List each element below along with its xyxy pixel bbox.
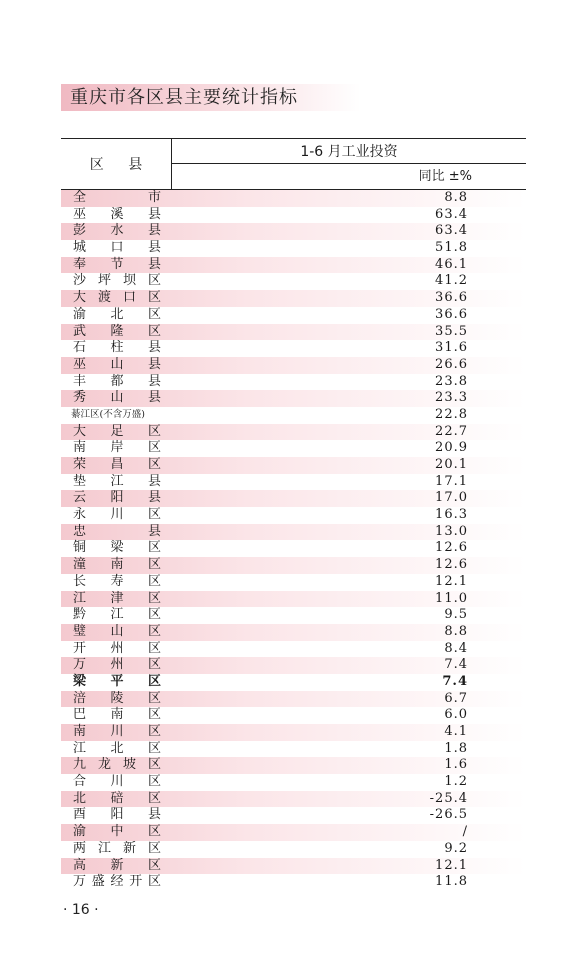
row-value: 17.0 — [435, 490, 468, 506]
table-row — [61, 757, 526, 774]
table-row — [61, 791, 526, 808]
row-value: -26.5 — [429, 807, 468, 823]
row-region-name: 两 江 新 区 — [73, 840, 161, 856]
row-region-name: 丰 都 县 — [73, 373, 161, 389]
row-value: 22.7 — [435, 423, 468, 439]
table-row — [61, 490, 526, 507]
row-value: 46.1 — [435, 256, 468, 272]
table-row — [61, 841, 526, 858]
row-region-name: 奉 节 县 — [73, 256, 161, 272]
table-row — [61, 257, 526, 274]
row-value: 26.6 — [435, 356, 468, 372]
table-row — [61, 407, 526, 424]
row-value: 36.6 — [435, 290, 468, 306]
table-row — [61, 674, 526, 691]
row-region-name: 忠 县 — [73, 523, 161, 539]
row-value: 12.6 — [435, 540, 468, 556]
row-region-name: 永 川 区 — [73, 507, 161, 523]
row-value: 12.6 — [435, 557, 468, 573]
row-region-name: 梁 平 区 — [73, 673, 161, 689]
header-region: 区 县 — [89, 156, 153, 173]
row-value: 4.1 — [444, 724, 468, 739]
row-region-name: 潼 南 区 — [73, 557, 161, 573]
table-row — [61, 474, 526, 491]
row-region-name: 彭 水 县 — [73, 223, 161, 239]
table-row — [61, 858, 526, 875]
header-indicator: 1-6 月工业投资 — [300, 144, 398, 160]
table-row — [61, 307, 526, 324]
table-row — [61, 290, 526, 307]
row-value: -25.4 — [429, 790, 468, 806]
table-row — [61, 641, 526, 658]
row-region-name: 合 川 区 — [73, 774, 161, 790]
table-row — [61, 374, 526, 391]
row-region-name: 万 盛 经 开 区 — [73, 874, 161, 890]
table-row — [61, 524, 526, 541]
row-region-name: 南 川 区 — [73, 724, 161, 739]
row-region-name: 武 隆 区 — [73, 323, 161, 339]
row-value: 63.4 — [435, 223, 468, 239]
row-value: 13.0 — [435, 523, 468, 539]
row-value: 41.2 — [435, 273, 468, 289]
row-region-name: 全 市 — [73, 190, 161, 205]
table-row — [61, 591, 526, 608]
table-row — [61, 741, 526, 758]
row-region-name: 大 足 区 — [73, 423, 161, 439]
row-value: 12.1 — [435, 573, 468, 589]
table-row — [61, 691, 526, 708]
table-row — [61, 624, 526, 641]
table-row — [61, 724, 526, 741]
row-value: 8.8 — [444, 190, 468, 205]
table-row — [61, 223, 526, 240]
row-value: 17.1 — [435, 473, 468, 489]
table-row — [61, 574, 526, 591]
row-region-name: 沙 坪 坝 区 — [73, 273, 161, 289]
row-value: 35.5 — [435, 323, 468, 339]
table-row — [61, 357, 526, 374]
table-row — [61, 340, 526, 357]
table-row — [61, 190, 526, 207]
row-value: 20.1 — [435, 457, 468, 472]
table-row — [61, 440, 526, 457]
row-region-name: 江 北 区 — [73, 740, 161, 756]
row-region-name: 渝 北 区 — [73, 306, 161, 322]
row-region-name: 酉 阳 县 — [73, 807, 161, 823]
row-region-name: 城 口 县 — [73, 240, 161, 256]
row-region-name: 万 州 区 — [73, 657, 161, 673]
row-value: 12.1 — [435, 857, 468, 873]
row-region-name: 九 龙 坡 区 — [73, 757, 161, 773]
row-region-name: 巫 山 县 — [73, 356, 161, 372]
row-region-name: 綦江区(不含万盛) — [71, 408, 145, 420]
table-row — [61, 390, 526, 407]
table-row — [61, 457, 526, 474]
row-region-name: 南 岸 区 — [73, 440, 161, 456]
row-value: 1.8 — [444, 740, 468, 756]
row-value: 63.4 — [435, 206, 468, 222]
row-region-name: 北 碚 区 — [73, 790, 161, 806]
row-region-name: 云 阳 县 — [73, 490, 161, 506]
table-row — [61, 607, 526, 624]
row-region-name: 高 新 区 — [73, 857, 161, 873]
table-row — [61, 324, 526, 341]
row-value: 7.4 — [444, 657, 468, 673]
row-region-name: 大 渡 口 区 — [73, 290, 161, 306]
row-region-name: 涪 陵 区 — [73, 690, 161, 706]
page-title: 重庆市各区县主要统计指标 — [70, 87, 298, 108]
row-value: 7.4 — [442, 673, 468, 689]
row-value: 6.0 — [444, 707, 468, 723]
table-row — [61, 707, 526, 724]
row-value: / — [462, 824, 468, 840]
row-region-name: 长 寿 区 — [73, 573, 161, 589]
table-row — [61, 774, 526, 791]
row-value: 6.7 — [444, 690, 468, 706]
row-value: 20.9 — [435, 440, 468, 456]
table-row — [61, 424, 526, 441]
row-value: 9.5 — [444, 607, 468, 623]
table-row — [61, 240, 526, 257]
row-region-name: 荣 昌 区 — [73, 457, 161, 472]
row-value: 31.6 — [435, 340, 468, 356]
table-body — [61, 190, 526, 891]
row-region-name: 巴 南 区 — [73, 707, 161, 723]
row-value: 11.0 — [435, 590, 468, 606]
table-row — [61, 557, 526, 574]
row-value: 1.2 — [444, 774, 468, 790]
row-value: 23.8 — [435, 373, 468, 389]
row-value: 11.8 — [435, 874, 468, 890]
row-value: 8.8 — [444, 623, 468, 639]
table-row — [61, 874, 526, 891]
row-region-name: 黔 江 区 — [73, 607, 161, 623]
header-mid-rule — [171, 163, 526, 164]
row-value: 8.4 — [444, 640, 468, 656]
row-region-name: 石 柱 县 — [73, 340, 161, 356]
table-row — [61, 807, 526, 824]
row-value: 1.6 — [444, 757, 468, 773]
row-region-name: 秀 山 县 — [73, 390, 161, 406]
row-region-name: 开 州 区 — [73, 640, 161, 656]
table-row — [61, 657, 526, 674]
row-region-name: 垫 江 县 — [73, 473, 161, 489]
row-value: 16.3 — [435, 507, 468, 523]
row-region-name: 巫 溪 县 — [73, 206, 161, 222]
row-region-name: 渝 中 区 — [73, 824, 161, 840]
row-value: 51.8 — [435, 240, 468, 256]
row-region-name: 璧 山 区 — [73, 623, 161, 639]
row-value: 22.8 — [435, 406, 468, 422]
header-yoy: 同比 ±% — [418, 169, 472, 184]
row-region-name: 铜 梁 区 — [73, 540, 161, 556]
table-row — [61, 273, 526, 290]
row-value: 9.2 — [444, 840, 468, 856]
row-value: 23.3 — [435, 390, 468, 406]
table-row — [61, 540, 526, 557]
table-row — [61, 507, 526, 524]
table-row — [61, 207, 526, 224]
row-region-name: 江 津 区 — [73, 590, 161, 606]
table-row — [61, 824, 526, 841]
row-value: 36.6 — [435, 306, 468, 322]
page-number: · 16 · — [63, 902, 99, 918]
